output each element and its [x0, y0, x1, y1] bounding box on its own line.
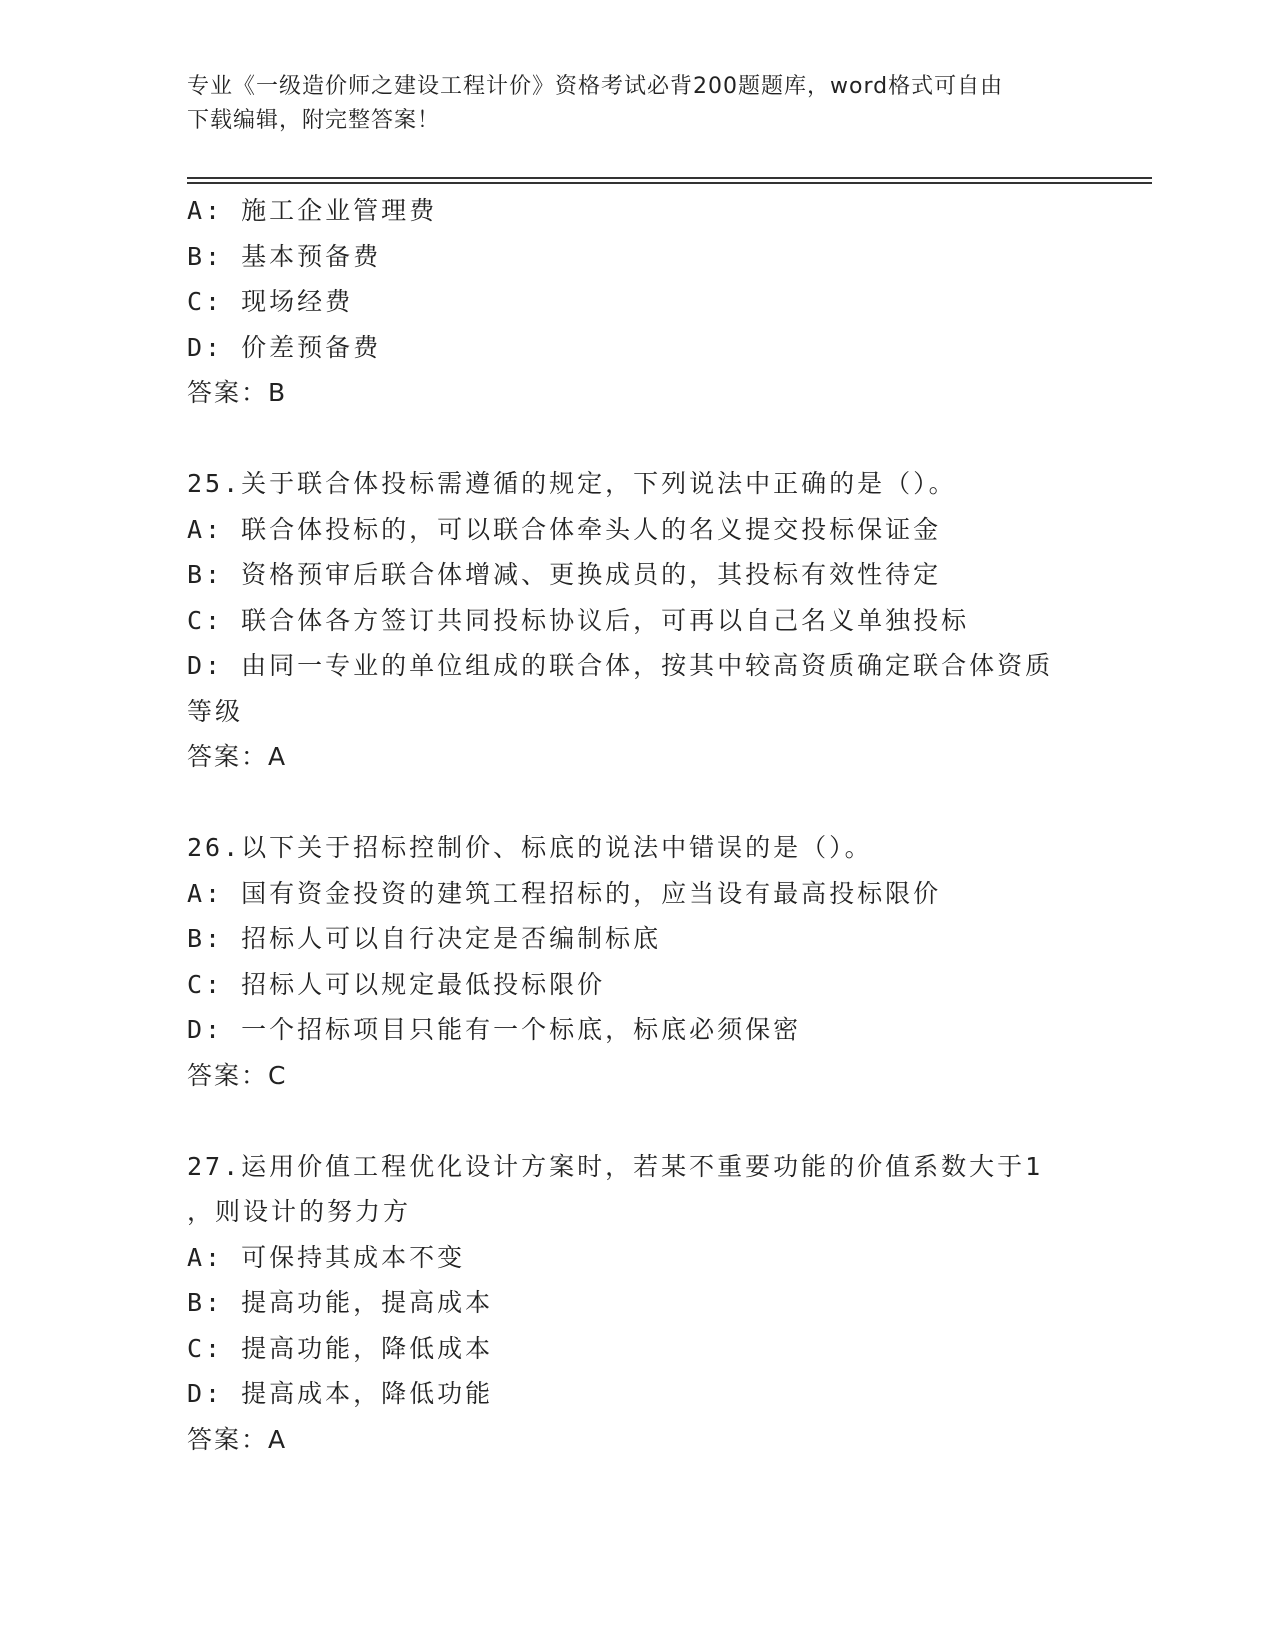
question-stem: 27.运用价值工程优化设计方案时，若某不重要功能的价值系数大于1 — [187, 1151, 1044, 1181]
option-b: B: 资格预审后联合体增减、更换成员的，其投标有效性待定 — [187, 560, 942, 589]
header-line-2: 下载编辑，附完整答案！ — [187, 108, 441, 133]
question-content — [187, 188, 1087, 1462]
option-a: A: 国有资金投资的建筑工程招标的，应当设有最高投标限价 — [187, 878, 942, 908]
option-c: C: 招标人可以规定最低投标限价 — [187, 969, 606, 999]
header-divider-bottom — [187, 182, 1152, 184]
option-c: C: 联合体各方签订共同投标协议后，可再以自己名义单独投标 — [187, 605, 970, 635]
option-a: A: 联合体投标的，可以联合体牵头人的名义提交投标保证金 — [187, 514, 942, 544]
answer-label: 答案：A — [187, 742, 288, 771]
option-d: D: 由同一专业的单位组成的联合体，按其中较高资质确定联合体资质 — [187, 651, 1054, 680]
option-a: A: 可保持其成本不变 — [187, 1242, 466, 1272]
option-d-continued: 等级 — [187, 696, 244, 726]
question-stem-continued: ，则设计的努力方 — [187, 1197, 412, 1226]
answer-label: 答案：A — [187, 1424, 288, 1454]
option-d: D: 提高成本，降低功能 — [187, 1379, 494, 1408]
option-b: B: 招标人可以自行决定是否编制标底 — [187, 924, 662, 953]
option-c: C: 现场经费 — [187, 287, 354, 316]
document-header — [187, 70, 1087, 138]
question-stem: 25.关于联合体投标需遵循的规定，下列说法中正确的是（）。 — [187, 469, 957, 498]
question-stem: 26.以下关于招标控制价、标底的说法中错误的是（）。 — [187, 833, 873, 862]
option-b: B: 提高功能，提高成本 — [187, 1288, 494, 1317]
question-26-block — [187, 825, 1087, 1098]
option-a: A: 施工企业管理费 — [187, 196, 438, 225]
option-c: C: 提高功能，降低成本 — [187, 1333, 494, 1363]
answer-label: 答案：C — [187, 1060, 288, 1090]
option-b: B: 基本预备费 — [187, 241, 382, 271]
option-d: D: 一个招标项目只能有一个标底，标底必须保密 — [187, 1015, 802, 1044]
answer-label: 答案：B — [187, 378, 288, 407]
header-line-1: 专业《一级造价师之建设工程计价》资格考试必背200题题库，word格式可自由 — [187, 74, 1004, 99]
question-27-block — [187, 1144, 1087, 1463]
option-d: D: 价差预备费 — [187, 332, 382, 362]
question-24-block — [187, 188, 1087, 416]
question-25-block — [187, 461, 1087, 780]
header-divider-top — [187, 177, 1152, 179]
